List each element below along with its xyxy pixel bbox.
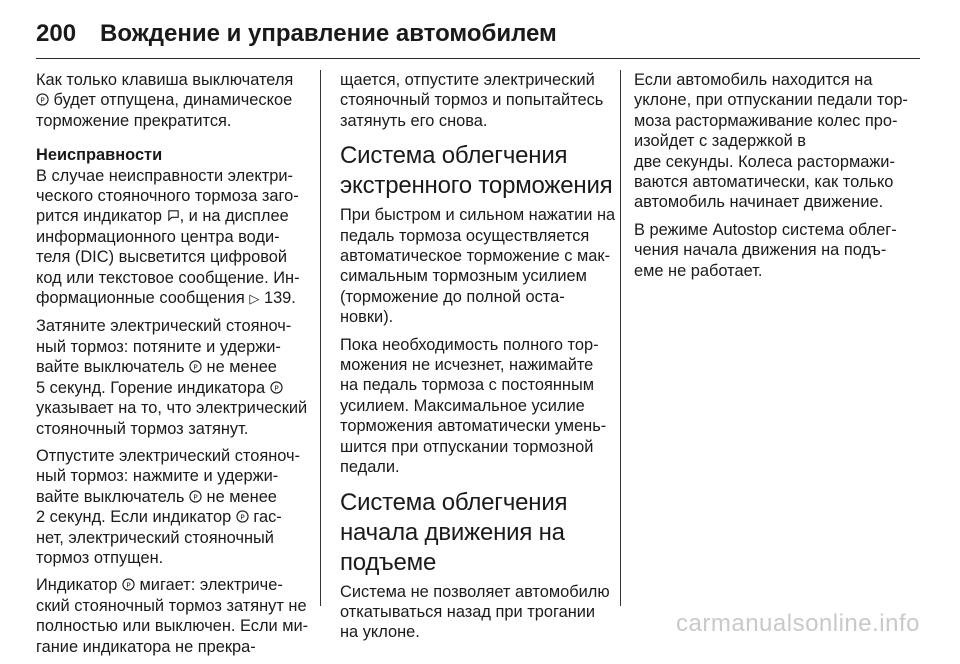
paragraph-hill-start-2: Если автомобиль находится на уклоне, при отпускании педали тор- моза растормаживание колес про- изойдет с задержкой в две секунды. Колеса растормажи- ваются автоматически, как только автомобиль начинает движение.	[634, 71, 908, 212]
page-title: Вождение и управление автомобилем	[100, 20, 557, 47]
parking-brake-icon	[270, 381, 283, 394]
parking-brake-icon	[189, 360, 202, 373]
column-3	[634, 70, 910, 288]
paragraph-indicator-flashing: Индикатор P мигает: электриче- ский стояночный тормоз затянут не полностью или выключен. Если ми- гание индикатора не прекра-	[36, 576, 309, 656]
paragraph-brake-assist-1: При быстром и сильном нажатии на педаль тормоза осуществляется автоматическое торможение с мак- симальным тормозным усилием (торможение до полной оста- новки).	[340, 206, 616, 327]
paragraph-release-brake: Отпустите электрический стояноч- ный тормоз: нажмите и удержи- вайте выключатель P не менее 2 секунд. Если индикатор P гас- нет, электрический стояночный тормоз отпущен.	[36, 446, 301, 567]
paragraph-malfunctions: Неисправности В случае неисправности электри- ческого стояночного тормоза заго- рится индикатор , и на дисплее информационного центра води- теля (DIC) высветится цифровой код или текстовое сообщение. Ин- формационные сообщения ▷ 139.	[36, 145, 312, 309]
heading-hill-start-assist: Система облегчения начала движения на подъеме	[340, 488, 568, 576]
parking-brake-icon	[189, 490, 202, 503]
paragraph-apply-brake: Затяните электрический стояноч- ный тормоз: потяните и удержи- вайте выключатель P не менее 5 секунд. Горение индикатора P указывает на то, что электрический стояночный тормоз затянут.	[36, 317, 308, 438]
paragraph-autostop: В режиме Autostop система облег- чения начала движения на подъ- еме не работает.	[634, 220, 897, 280]
paragraph-switch-release: Как только клавиша выключателя P будет отпущена, динамическое торможение прекратится.	[36, 71, 294, 130]
paragraph-brake-assist-2: Пока необходимость полного тор- можения не исчезнет, нажимайте на педаль тормоза с постоянным усилием. Максимальное усилие торможения автоматически умень- шится при отпускании тормозной педали.	[340, 335, 607, 477]
column-2	[340, 70, 616, 650]
svg-text:P: P	[193, 362, 198, 372]
header-divider	[36, 58, 920, 59]
column-divider-right	[620, 70, 621, 606]
parking-brake-icon	[236, 510, 249, 523]
heading-emergency-brake-assist: Система облегчения экстренного торможения	[340, 142, 613, 200]
svg-text:P: P	[273, 382, 279, 392]
parking-brake-icon	[36, 93, 49, 106]
page-reference-link[interactable]: 139.	[263, 289, 296, 308]
watermark: carmanualsonline.info	[676, 610, 920, 637]
svg-text:P: P	[193, 492, 198, 502]
page-header	[36, 14, 557, 54]
column-1	[36, 70, 312, 664]
svg-text:P: P	[40, 95, 45, 105]
svg-text:P: P	[126, 580, 131, 590]
page-reference-arrow-icon: ▷	[249, 291, 260, 307]
column-divider-left	[320, 70, 321, 606]
subheading-malfunctions: Неисправности	[36, 146, 163, 165]
paragraph-continued: щается, отпустите электрический стояночный тормоз и попытайтесь затянуть его снова.	[340, 71, 604, 130]
page-number: 200	[36, 20, 77, 47]
parking-brake-icon	[122, 578, 135, 591]
paragraph-hill-start-1: Система не позволяет автомобилю откатываться назад при трогании на уклоне.	[340, 582, 610, 642]
svg-text:P: P	[240, 512, 245, 522]
brake-warning-icon	[167, 209, 180, 222]
